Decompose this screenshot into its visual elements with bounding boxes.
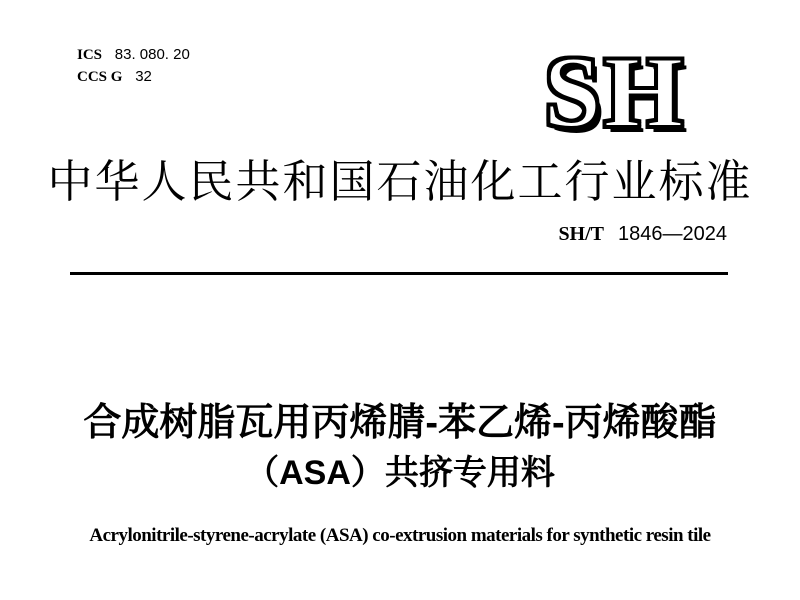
classification-codes — [77, 44, 190, 88]
ccs-value: 32 — [135, 68, 152, 85]
standard-org-heading: 中华人民共和国石油化工行业标准 — [47, 157, 753, 207]
ics-label: ICS — [77, 47, 103, 63]
standard-number-prefix: SH/T — [558, 223, 605, 245]
ccs-label: CCS G — [77, 69, 123, 85]
ccs-code — [77, 66, 190, 88]
ics-code — [77, 44, 190, 66]
standard-number-value: 1846—2024 — [618, 223, 727, 245]
ics-value: 83. 080. 20 — [114, 46, 190, 63]
main-title-line2: （ASA）共挤专用料 — [245, 454, 555, 492]
main-title-cn — [0, 398, 800, 498]
standard-number — [558, 221, 727, 247]
english-title: Acrylonitrile-styrene-acrylate (ASA) co-extrusion materials for synthetic resin tile — [89, 525, 711, 546]
sh-logo: SH — [544, 36, 687, 149]
divider-rule — [70, 272, 728, 275]
main-title-line1: 合成树脂瓦用丙烯腈-苯乙烯-丙烯酸酯 — [83, 402, 717, 444]
